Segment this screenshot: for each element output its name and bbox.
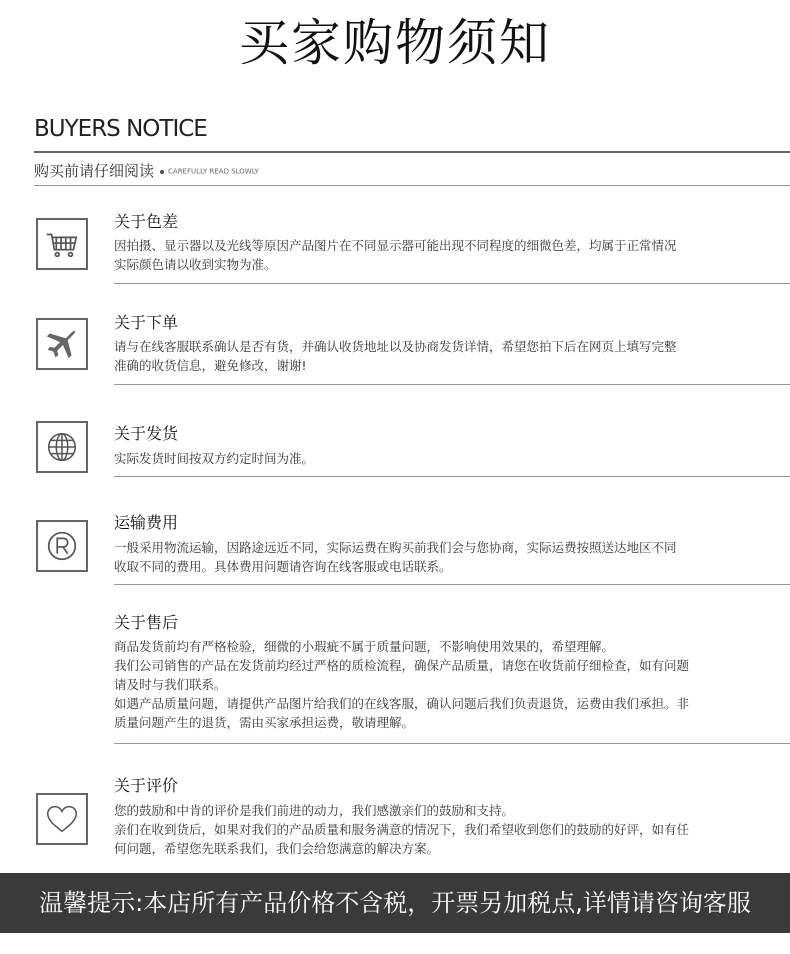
section-divider [114, 743, 790, 744]
body-line: 实际颜色请以收到实物为准。 [114, 257, 277, 272]
body-line: 因拍摄、显示器以及光线等原因产品图片在不同显示器可能出现不同程度的细微色差，均属于正常情况 [114, 238, 677, 253]
body-line: 商品发货前均有严格检验，细微的小瑕疵不属于质量问题，不影响使用效果的，希望理解。 [114, 639, 615, 654]
body-line: 实际发货时间按双方约定时间为准。 [114, 451, 315, 466]
section-body [114, 236, 764, 274]
section-title: 关于色差 [114, 212, 179, 231]
shopping-cart-icon [36, 218, 88, 270]
registered-icon [36, 520, 88, 572]
section-divider [114, 584, 790, 585]
section-title: 关于评价 [114, 776, 179, 795]
footer-notice: 温馨提示:本店所有产品价格不含税，开票另加税点,详情请咨询客服 [0, 873, 790, 933]
subtitle-divider [34, 185, 790, 186]
english-title: BUYERS NOTICE [34, 116, 207, 142]
section-body [114, 801, 764, 858]
body-line: 如遇产品质量问题，请提供产品图片给我们的在线客服，确认问题后我们负责退货，运费由我们承担。非 [114, 696, 690, 711]
body-line: 收取不同的费用。具体费用问题请咨询在线客服或电话联系。 [114, 559, 452, 574]
body-line: 我们公司销售的产品在发货前均经过严格的质检流程，确保产品质量，请您在收货前仔细检查，如有问题 [114, 658, 690, 673]
section-divider [114, 283, 790, 284]
body-line: 亲们在收到货后，如果对我们的产品质量和服务满意的情况下，我们希望收到您们的鼓励的好评，如有任 [114, 822, 690, 837]
globe-icon [36, 421, 88, 473]
subtitle [34, 160, 259, 181]
title-divider [34, 151, 790, 153]
section-divider [114, 384, 790, 385]
heart-icon [36, 793, 88, 845]
section-body [114, 538, 764, 576]
section-title: 关于下单 [114, 313, 179, 332]
section-body [114, 637, 764, 732]
body-line: 何问题，希望您先联系我们，我们会给您满意的解决方案。 [114, 841, 440, 856]
section-title: 关于发货 [114, 424, 179, 443]
section-body [114, 449, 764, 468]
bullet-dot-icon [160, 170, 164, 174]
body-line: 质量问题产生的退货，需由买家承担运费，敬请理解。 [114, 715, 415, 730]
airplane-icon [36, 318, 88, 370]
page-title: 买家购物须知 [239, 14, 551, 72]
subtitle-text: 购买前请仔细阅读 [34, 162, 155, 180]
section-divider [114, 476, 790, 477]
body-line: 请及时与我们联系。 [114, 677, 227, 692]
body-line: 准确的收货信息，避免修改，谢谢! [114, 358, 307, 373]
subtitle-english: CAREFULLY READ SLOWLY [168, 167, 259, 176]
body-line: 您的鼓励和中肯的评价是我们前进的动力，我们感激亲们的鼓励和支持。 [114, 803, 515, 818]
section-title: 运输费用 [114, 513, 179, 532]
section-title: 关于售后 [114, 613, 179, 632]
section-body [114, 337, 764, 375]
body-line: 一般采用物流运输，因路途远近不同，实际运费在购买前我们会与您协商，实际运费按照送达地区不同 [114, 540, 677, 555]
body-line: 请与在线客服联系确认是否有货，并确认收货地址以及协商发货详情，希望您拍下后在网页上填写完整 [114, 339, 677, 354]
